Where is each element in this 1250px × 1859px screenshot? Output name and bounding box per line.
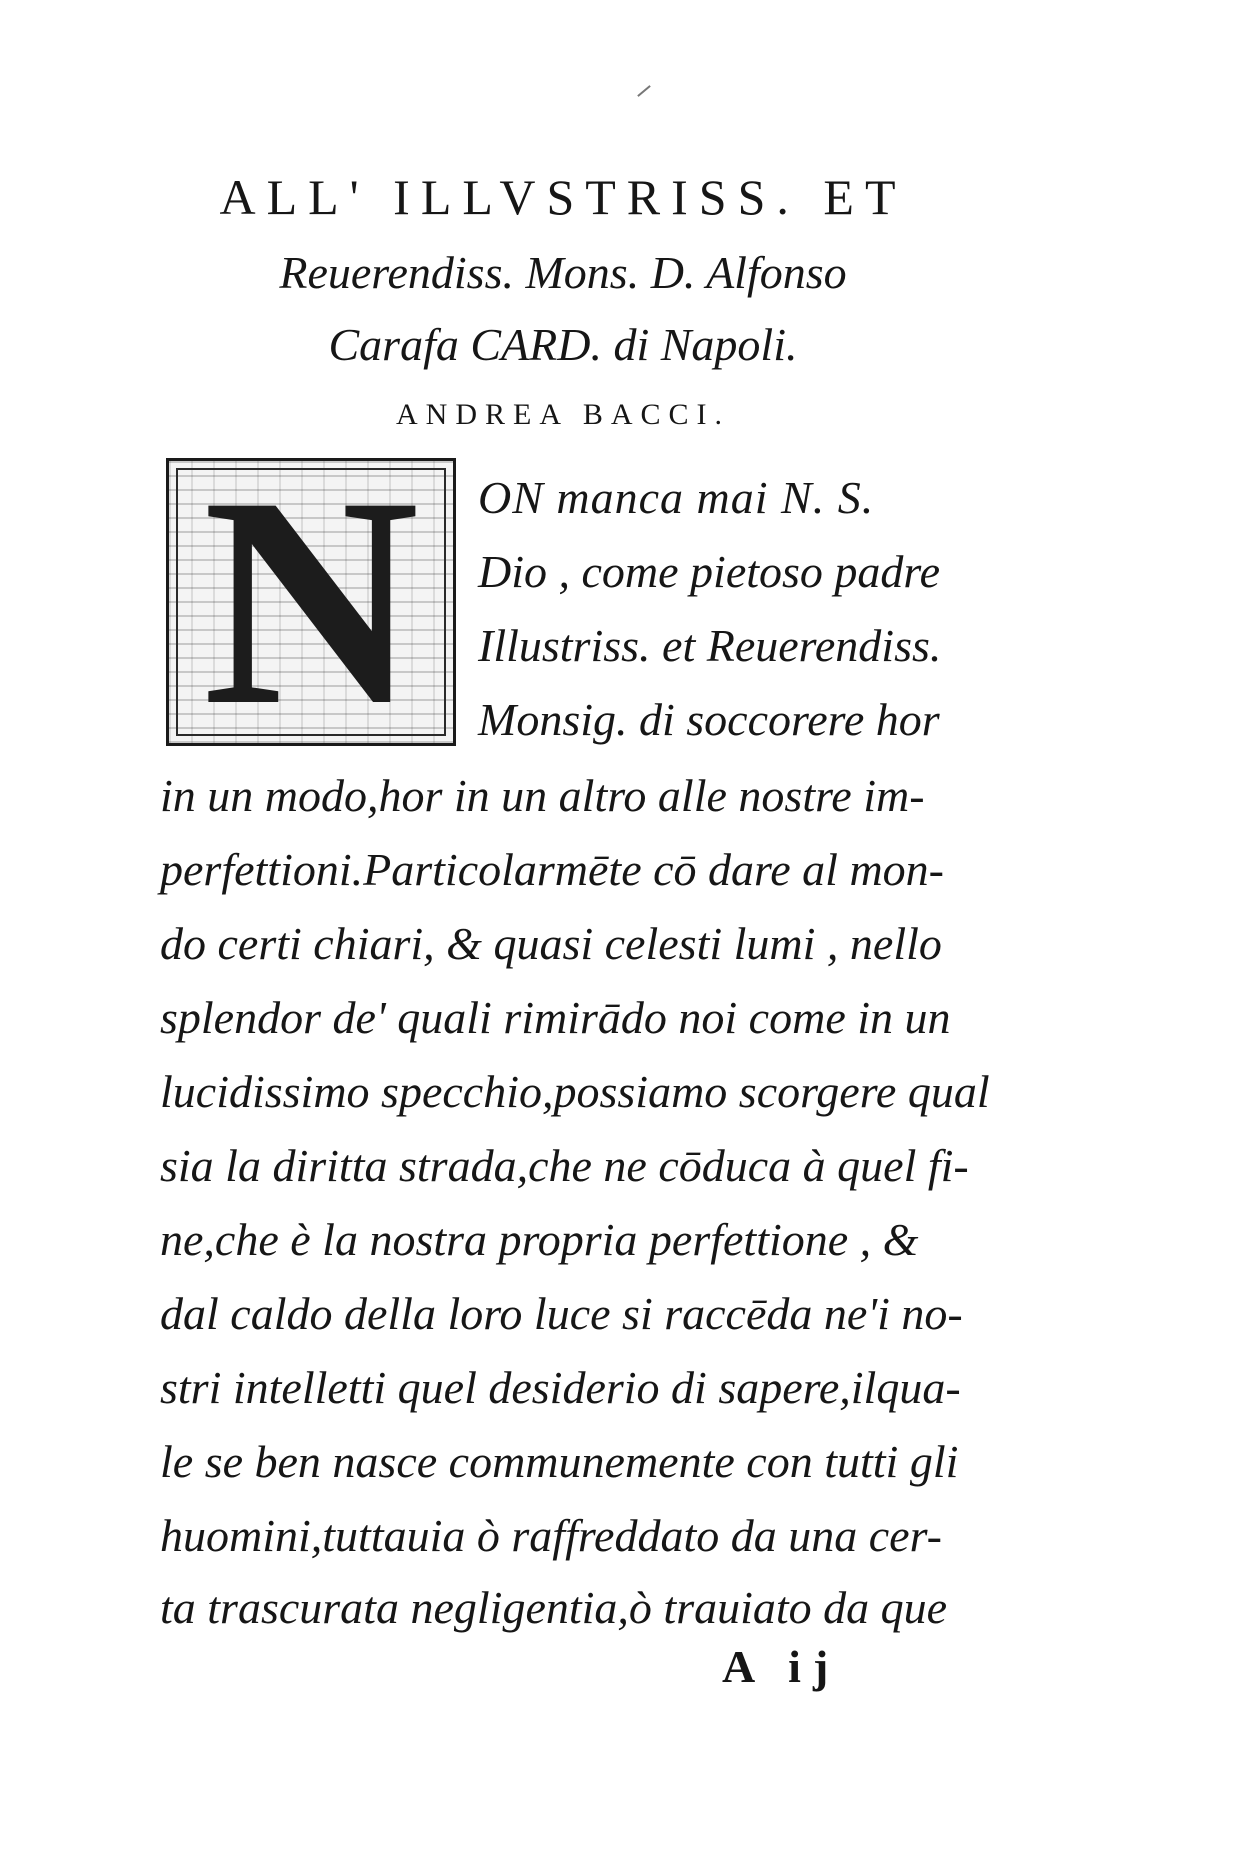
dedication-heading: ALL' ILLVSTRISS. ET bbox=[219, 169, 907, 225]
decorated-initial bbox=[166, 435, 456, 767]
dedication-line-2: Reuerendiss. Mons. D. Alfonso bbox=[279, 247, 847, 298]
text-line: Dio , come pietoso padre bbox=[478, 546, 941, 597]
text-line: Monsig. di soccorere hor bbox=[478, 694, 940, 745]
text-line: Illustriss. et Reuerendiss. bbox=[478, 620, 942, 671]
text-line: in un modo,hor in un altro alle nostre im- bbox=[160, 770, 925, 821]
text-line: ta trascurata negligentia,ò trauiato da que bbox=[160, 1582, 948, 1633]
text-line: ON manca mai N. S. bbox=[478, 472, 875, 523]
text-line: le se ben nasce communemente con tutti gli bbox=[160, 1436, 959, 1487]
author-name: ANDREA BACCI. bbox=[395, 398, 731, 431]
text-line: huomini,tuttauia ò raffreddato da una cer- bbox=[160, 1510, 942, 1561]
text-line: do certi chiari, & quasi celesti lumi , nello bbox=[160, 918, 942, 969]
text-line: dal caldo della loro luce si raccēda ne'i no- bbox=[160, 1288, 963, 1339]
ink-mark bbox=[637, 85, 651, 97]
initial-letter: N bbox=[202, 435, 420, 767]
text-line: ne,che è la nostra propria perfettione , & bbox=[160, 1214, 919, 1265]
text-line: stri intelletti quel desiderio di sapere,ilqua- bbox=[160, 1362, 961, 1413]
text-line: sia la diritta strada,che ne cōduca à quel fi- bbox=[160, 1140, 969, 1191]
text-line: splendor de' quali rimirādo noi come in un bbox=[160, 992, 951, 1043]
signature-mark: A ij bbox=[722, 1641, 841, 1692]
dedication-line-3: Carafa CARD. di Napoli. bbox=[328, 319, 798, 370]
text-line: lucidissimo specchio,possiamo scorgere qual bbox=[160, 1066, 990, 1117]
text-line: perfettioni.Particolarmēte cō dare al mon- bbox=[160, 844, 944, 895]
